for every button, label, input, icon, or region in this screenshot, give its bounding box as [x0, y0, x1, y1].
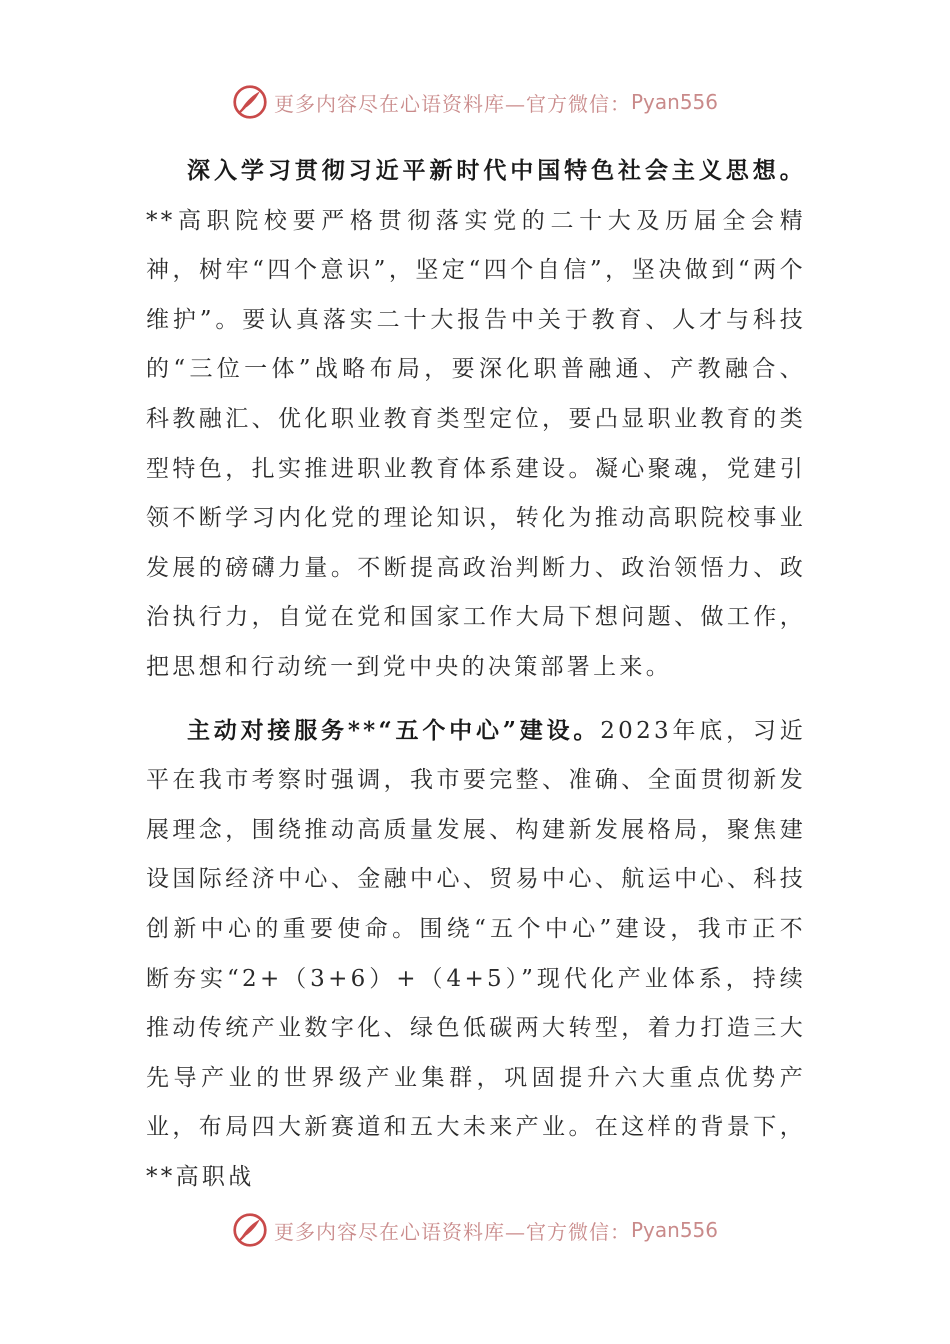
watermark-header: [0, 80, 950, 124]
watermark-text: 更多内容尽在心语资料库—官方微信：: [273, 91, 631, 116]
paragraph-2-lead: 主动对接服务**“五个中心”建设。: [187, 716, 601, 744]
paragraph-2-body: 2023年底，习近平在我市考察时强调，我市要完整、准确、全面贯彻新发展理念，围绕推动高质量发展、构建新发展格局，聚焦建设国际经济中心、金融中心、贸易中心、航运中心、科技创新中心的重要使命。围绕“五个中心”建设，我市正不断夯实“2+（3+6）+（4+5）”现代化产业体系，持续推动传统产业数字化、绿色低碳两大转型，着力打造三大先导产业的世界级产业集群，巩固提升六大重点优势产业，布局四大新赛道和五大未来产业。在这样的背景下，**高职战: [146, 717, 807, 1190]
paragraph-1-body: **高职院校要严格贯彻落实党的二十大及历届全会精神，树牢“四个意识”，坚定“四个自信”，坚决做到“两个维护”。要认真落实二十大报告中关于教育、人才与科技的“三位一体”战略布局，要深化职普融通、产教融合、科教融汇、优化职业教育类型定位，要凸显职业教育的类型特色，扎实推进职业教育体系建设。凝心聚魂，党建引领不断学习内化党的理论知识，转化为推动高职院校事业发展的磅礴力量。不断提高政治判断力、政治领悟力、政治执行力，自觉在党和国家工作大局下想问题、做工作，把思想和行动统一到党中央的决策部署上来。: [146, 207, 806, 680]
paragraph-1-lead: 深入学习贯彻习近平新时代中国特色社会主义思想。: [187, 157, 806, 184]
paragraph-2: [146, 706, 806, 1203]
watermark-brand: Pyan556: [630, 1218, 718, 1242]
watermark-text: 更多内容尽在心语资料库—官方微信：: [273, 1219, 631, 1244]
quill-logo-icon: [232, 1212, 268, 1248]
watermark-footer: [0, 1208, 950, 1252]
quill-logo-icon: [232, 84, 268, 120]
watermark-brand: Pyan556: [630, 90, 718, 114]
paragraph-1: [146, 146, 806, 693]
document-body: [146, 146, 806, 1215]
